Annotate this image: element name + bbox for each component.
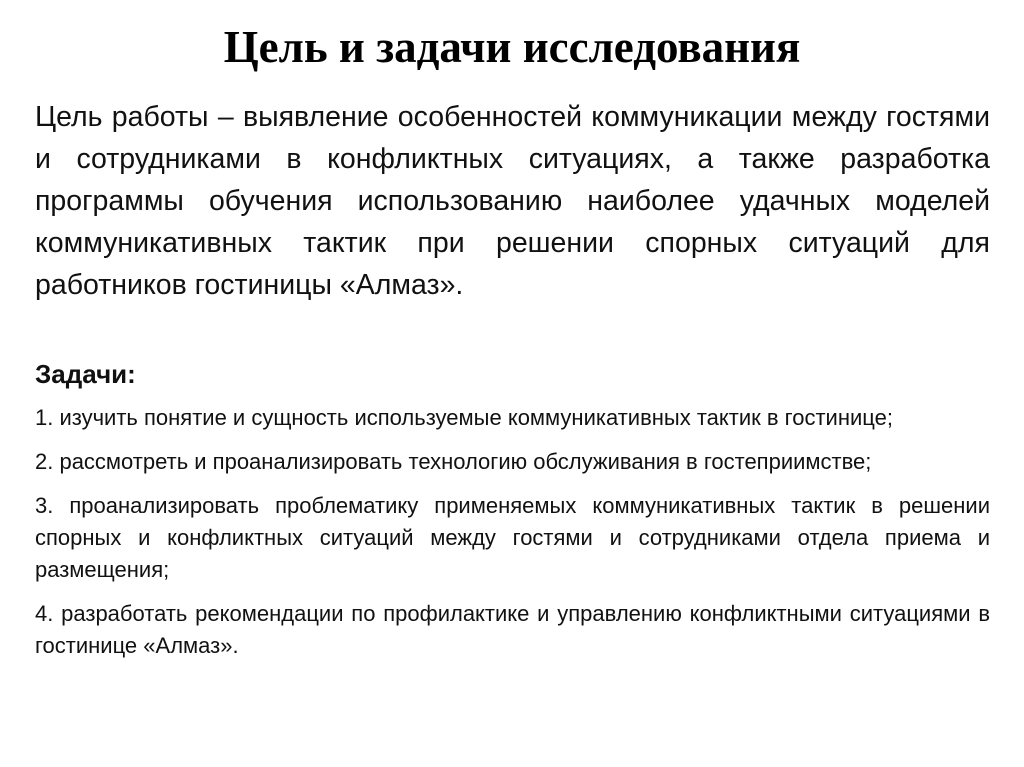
task-item-3: 3. проанализировать проблематику применяемых коммуникативных тактик в решении спорных и конфликтных ситуаций между гостями и сотрудниками отдела приема и размещения; (35, 493, 990, 582)
goal-paragraph: Цель работы – выявление особенностей коммуникации между гостями и сотрудниками в конфликтных ситуациях, а также разработка программы обучения использованию наиболее удачных моделей коммуникативных тактик при решении спорных ситуаций для работников гостиницы «Алмаз». (35, 101, 990, 301)
tasks-heading: Задачи: (35, 359, 136, 389)
task-item-2: 2. рассмотреть и проанализировать технологию обслуживания в гостеприимстве; (35, 449, 872, 474)
tasks-list (35, 402, 990, 674)
task-item-1: 1. изучить понятие и сущность используемые коммуникативных тактик в гостинице; (35, 405, 893, 430)
task-item-4: 4. разработать рекомендации по профилактике и управлению конфликтными ситуациями в гостинице «Алмаз». (35, 601, 990, 658)
slide-title: Цель и задачи исследования (223, 22, 801, 72)
